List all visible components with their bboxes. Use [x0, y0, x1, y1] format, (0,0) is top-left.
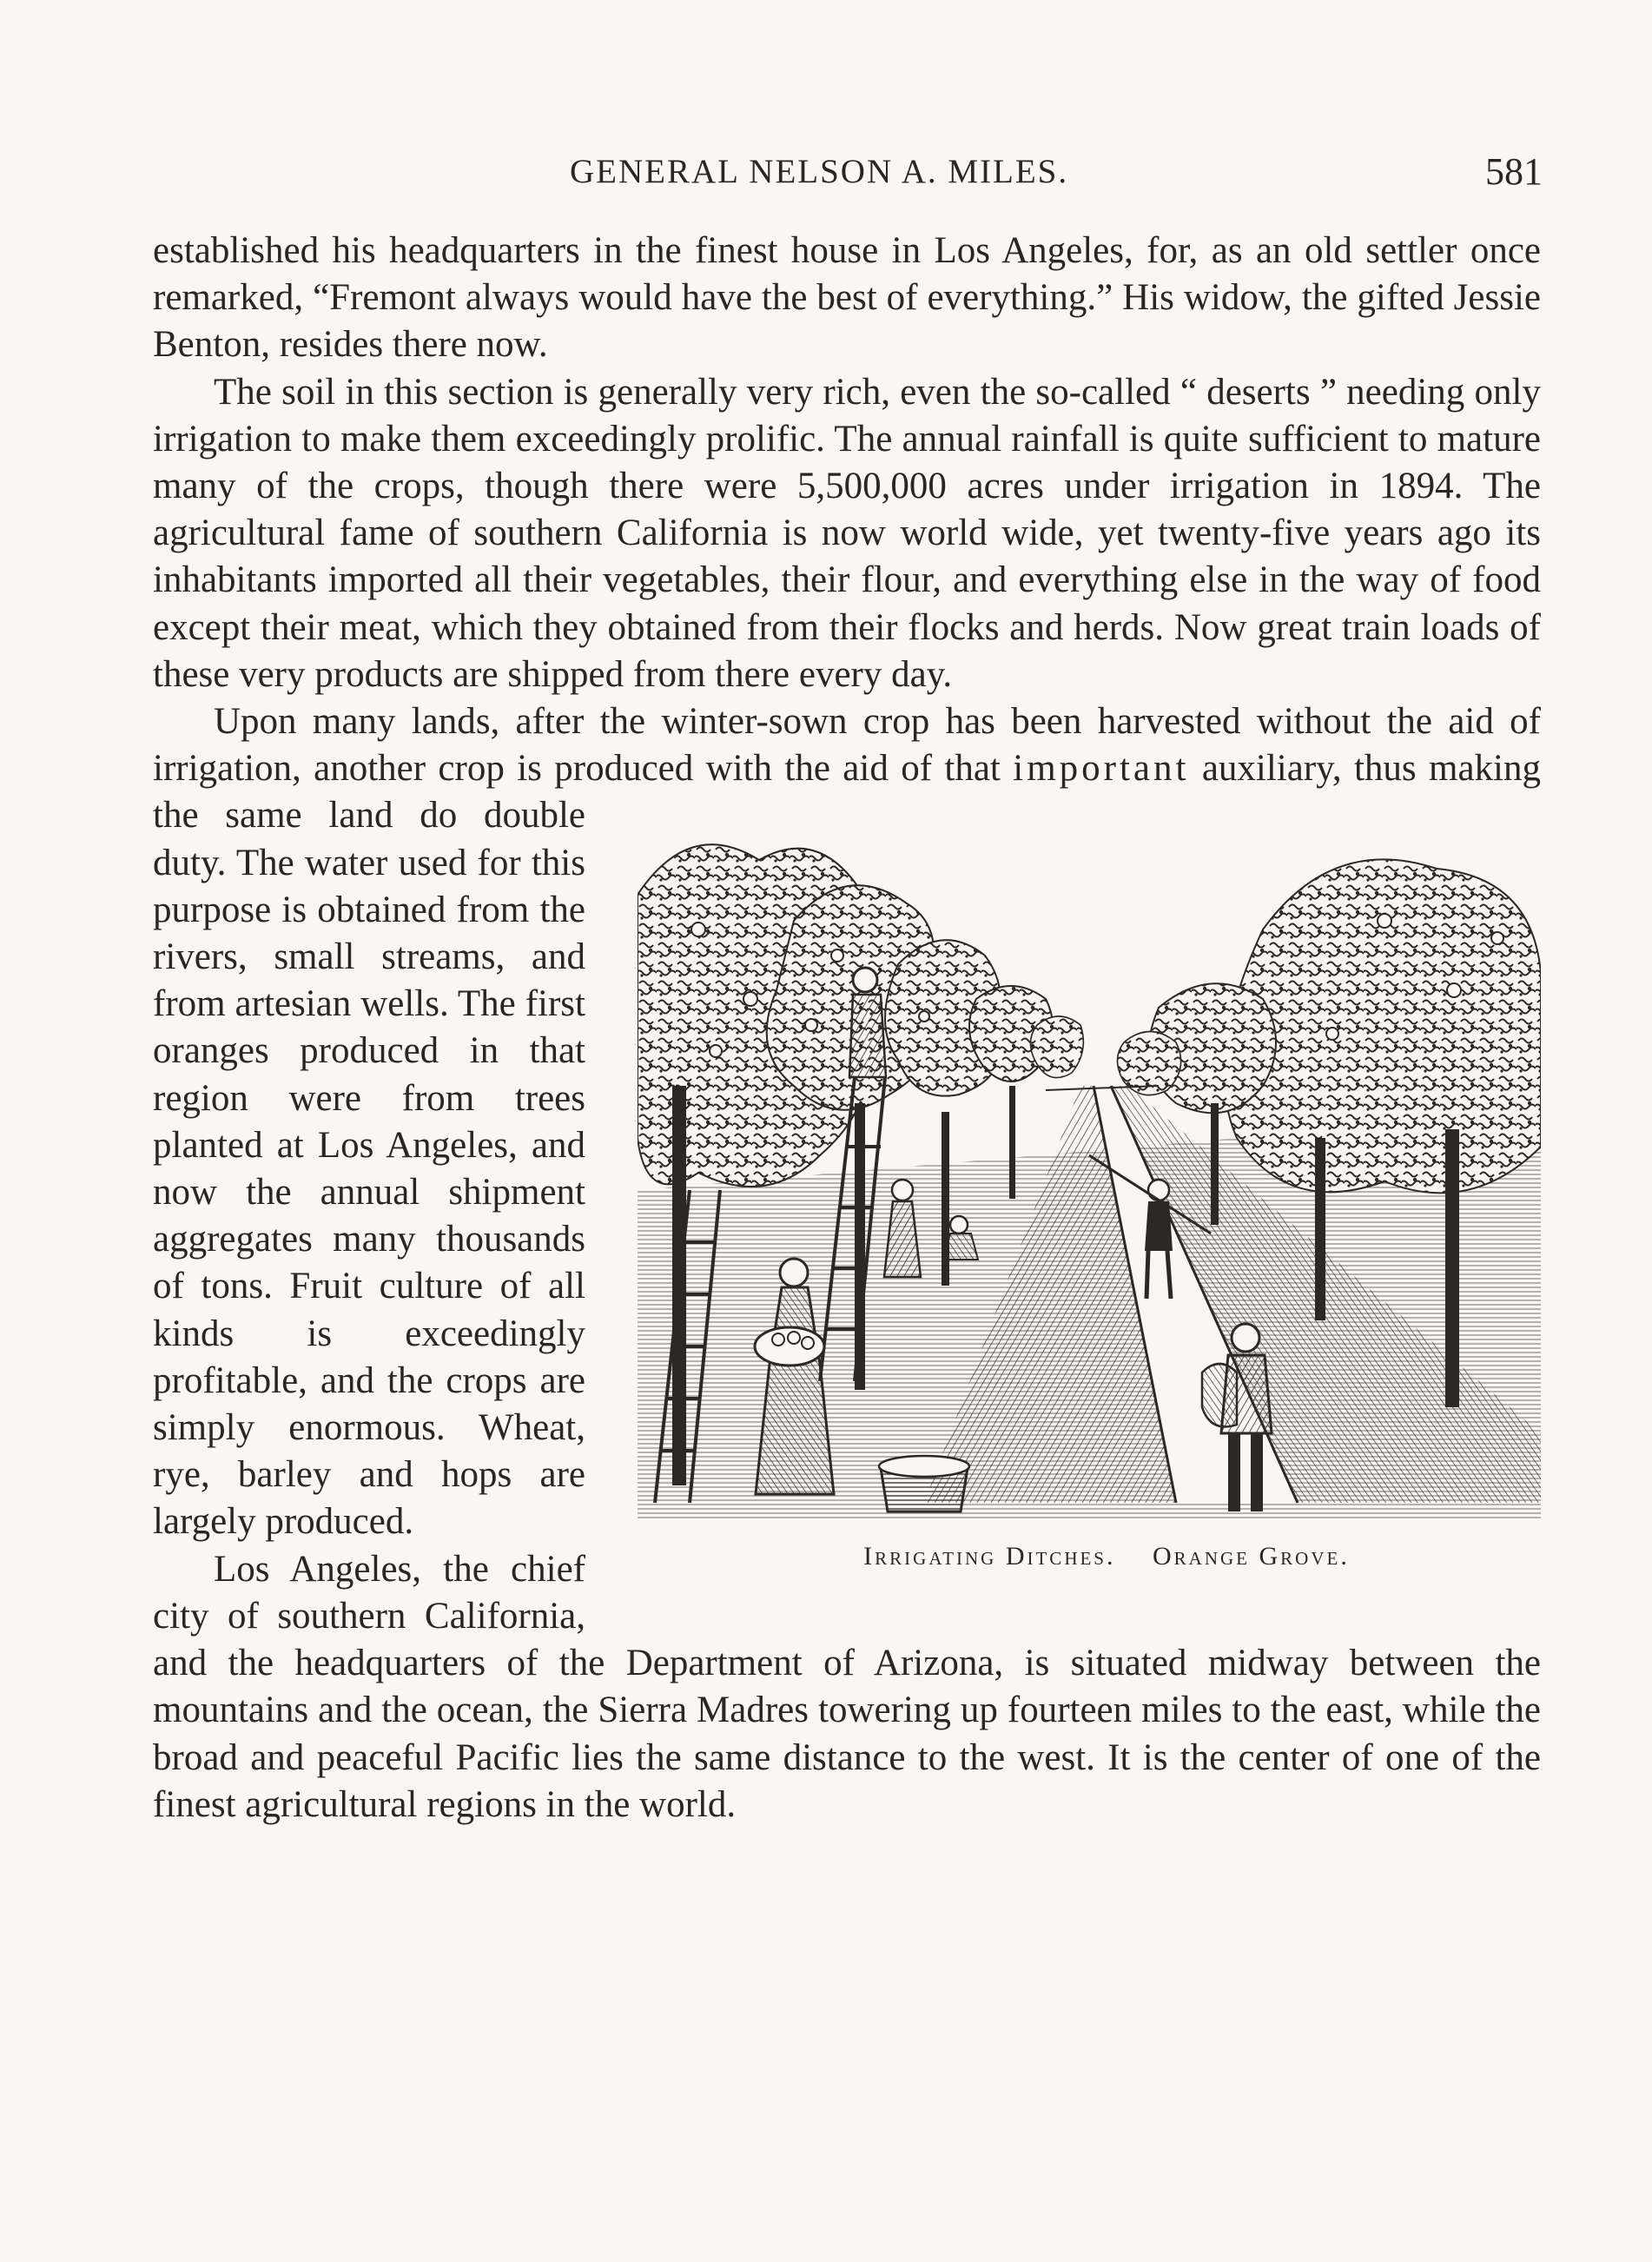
page-number: 581 — [1485, 150, 1543, 193]
caption-irrigating-ditches: Irrigating Ditches. — [863, 1542, 1116, 1571]
running-title: GENERAL NELSON A. MILES. — [570, 153, 1069, 190]
paragraph-1: established his headquarters in the finest house in Los Angeles, for, as an old settler once remarked, “Fremont always would have the best of everything.” His widow, the gifted Jessie Benton, resides there now. — [153, 230, 1541, 366]
body-text — [153, 228, 1541, 1829]
paragraph-3-important: important — [1013, 748, 1190, 790]
paragraph-3-start: Upon many lands, after the winter-sown crop has been harvested without the aid of irrigation, another crop is produced with the aid of that — [153, 701, 1541, 790]
figure-orange-grove — [611, 825, 1541, 1607]
paragraph-2: The soil in this section is generally very rich, even the so-called “ deserts ” needing only irrigation to make them exceedingly prolific. The annual rainfall is quite sufficient to mature many of the crops, though there were 5,500,000 acres under irrigation in 1894. The agricultural fame of southern California is now world wide, yet twenty-five years ago its inhabitants imported all their vegetables, their flour, and everything else in the way of food except their meat, which they obtained from their flocks and herds. Now great train loads of these very products are shipped from there every day. — [153, 371, 1541, 695]
caption-orange-grove: Orange Grove. — [1153, 1542, 1350, 1571]
paragraph-4: Los Angeles, the chief city of southern California, and the headquarters of the Department of Arizona, is situated midway between the mountains and the ocean, the Sierra Madres towering up fourteen miles to the east, while the broad and peaceful Pacific lies the same distance to the west. It is the center of one of the finest agricultural regions in the world. — [153, 1548, 1541, 1825]
figure-caption — [611, 1539, 1541, 1574]
paragraph-3 — [153, 698, 1542, 1571]
orange-grove-engraving — [638, 825, 1541, 1520]
running-head — [153, 146, 1543, 198]
paragraph-3-rest: auxiliary, thus making the same land do double duty. The water used for this purpose is obtained from the rivers, small streams, and from artesian wells. The first oranges produced in that region were from trees planted at Los Angeles, and now the annual shipment aggregates many thousands of tons. Fruit culture of all kinds is exceedingly profitable, and the crops are simply enormous. Wheat, rye, barley and hops are largely produced. — [153, 748, 1542, 1543]
